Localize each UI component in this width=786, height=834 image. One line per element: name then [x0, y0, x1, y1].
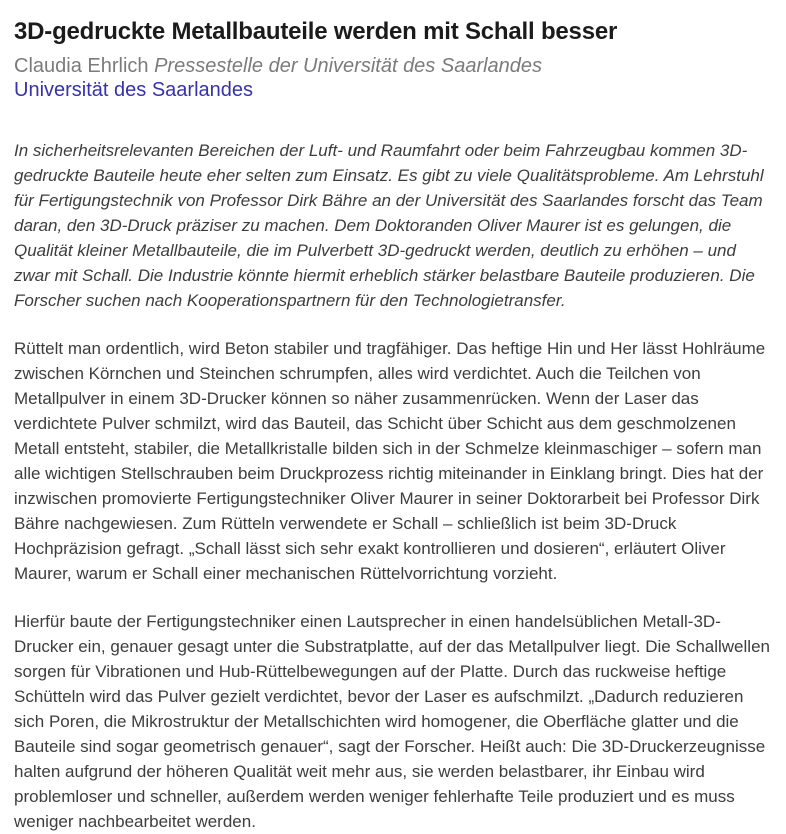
source-link[interactable]: Universität des Saarlandes	[14, 79, 254, 101]
lead-paragraph: In sicherheitsrelevanten Bereichen der Luft- und Raumfahrt oder beim Fahrzeugbau kommen 3D-gedruckte Bauteile heute eher selten zum Einsatz. Es gibt zu viele Qualitätsprobleme. Am Lehrstuhl für Fertigungstechnik von Professor Dirk Bähre an der Universität des Saarlandes forscht das Team daran, den 3D-Druck präziser zu machen. Dem Doktoranden Oliver Maurer ist es gelungen, die Qualität kleiner Metallbauteile, die im Pulverbett 3D-gedruckt werden, deutlich zu erhöhen – und zwar mit Schall. Die Industrie könnte hiermit erheblich stärker belastbare Bauteile produzieren. Die Forscher suchen nach Kooperationspartnern für den Technologietransfer.	[14, 141, 764, 310]
body-paragraph-2: Hierfür baute der Fertigungstechniker einen Lautsprecher in einen handelsüblichen Metall-3D-Drucker ein, genauer gesagt unter die Substratplatte, auf der das Metallpulver liegt. Die Schallwellen sorgen für Vibrationen und Hub-Rüttelbewegungen auf der Platte. Durch das ruckweise heftige Schütteln wird das Pulver gezielt verdichtet, bevor der Laser es aufschmilzt. „Dadurch reduzieren sich Poren, die Mikrostruktur der Metallschichten wird homogener, die Oberfläche glatter und die Bauteile sind sogar geometrisch genauer“, sagt der Forscher. Heißt auch: Die 3D-Druckerzeugnisse halten aufgrund der höheren Qualität weit mehr aus, sie werden belastbarer, ihr Einbau wird problemloser und schneller, außerdem werden weniger fehlerhafte Teile produziert und es muss weniger nachbearbeitet werden.	[14, 612, 770, 831]
article-title: 3D-gedruckte Metallbauteile werden mit Schall besser	[14, 18, 618, 45]
byline-author: Claudia Ehrlich	[14, 55, 149, 77]
body-paragraph-1: Rüttelt man ordentlich, wird Beton stabiler und tragfähiger. Das heftige Hin und Her lässt Hohlräume zwischen Körnchen und Steinchen schrumpfen, alles wird verdichtet. Auch die Teilchen von Metallpulver in einem 3D-Drucker können so näher zusammenrücken. Wenn der Laser das verdichtete Pulver schmilzt, wird das Bauteil, das Schicht über Schicht aus dem geschmolzenen Metall entsteht, stabiler, die Metallkristalle bilden sich in der Schmelze kleinmaschiger – sofern man alle wichtigen Stellschrauben beim Druckprozess richtig miteinander in Einklang bringt. Dies hat der inzwischen promovierte Fertigungstechniker Oliver Maurer in seiner Doktorarbeit bei Professor Dirk Bähre nachgewiesen. Zum Rütteln verwendete er Schall – schließlich ist beim 3D-Druck Hochpräzision gefragt. „Schall lässt sich sehr exakt kontrollieren und dosieren“, erläutert Oliver Maurer, warum er Schall einer mechanischen Rüttelvorrichtung vorzieht.	[14, 339, 766, 583]
byline	[14, 55, 772, 78]
byline-affiliation: Pressestelle der Universität des Saarlandes	[154, 55, 543, 77]
